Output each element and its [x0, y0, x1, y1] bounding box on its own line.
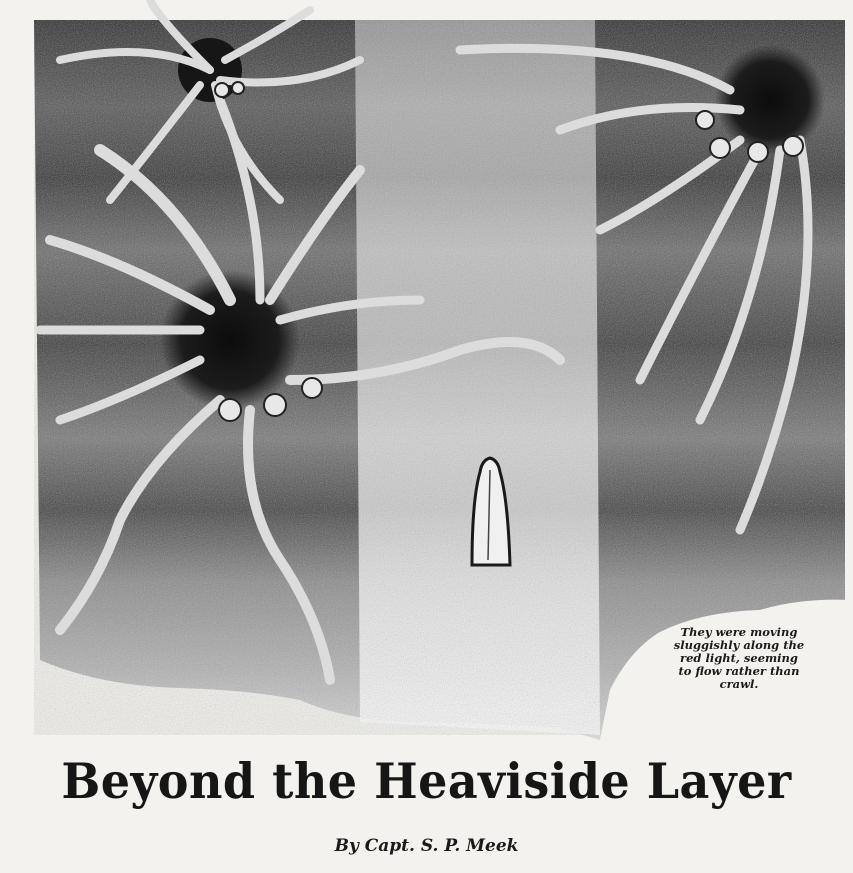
caption-line: red light, seeming	[680, 651, 798, 665]
caption-line: to flow rather than	[678, 664, 800, 678]
caption-line: sluggishly along the	[673, 638, 805, 652]
author-byline: By Capt. S. P. Meek	[334, 836, 519, 856]
story-title: Beyond the Heaviside Layer	[61, 752, 792, 810]
caption-line: They were moving	[680, 625, 798, 639]
caption-line: crawl.	[719, 677, 759, 691]
illustration-caption	[660, 626, 818, 691]
